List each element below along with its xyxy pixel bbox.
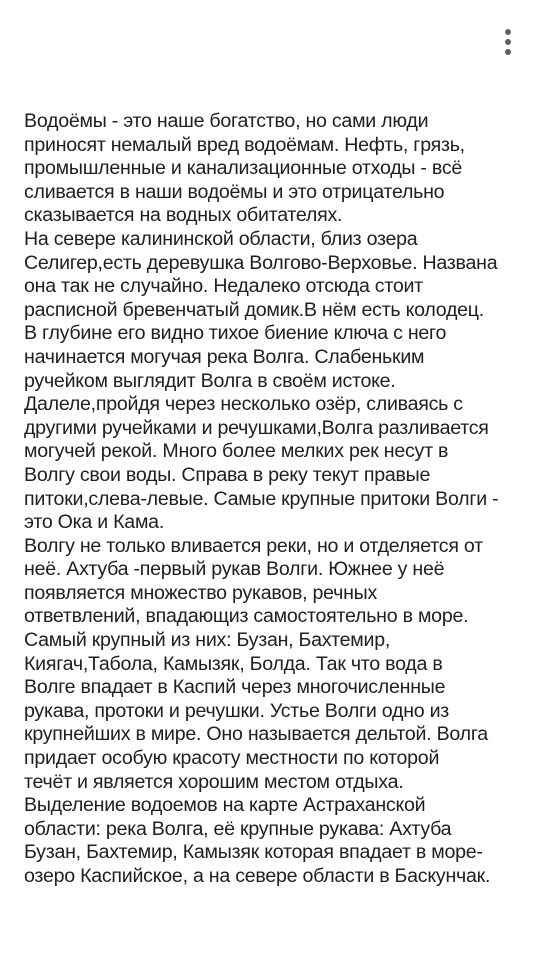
note-line: Водоёмы - это наше богатство, но сами люди — [24, 110, 429, 132]
note-line: появляется множество рукавов, речных — [24, 581, 378, 604]
note-line: это Ока и Кама. — [24, 511, 165, 534]
note-line: неё. Ахтуба -первый рукав Волги. Южнее у неё — [24, 558, 445, 581]
more-options-button[interactable] — [498, 26, 518, 58]
note-line: ручейком выглядит Волга в своём истоке. — [24, 369, 396, 392]
note-line: начинается могучая река Волга. Слабеньким — [24, 345, 425, 368]
note-line: питоки,слева-левые. Самые крупные притоки Волги - — [24, 487, 499, 510]
note-line: она так не случайно. Недалеко отсюда стоит — [24, 275, 423, 298]
note-text[interactable] — [24, 110, 520, 889]
note-line: рукава, протоки и речушки. Устье Волги одно из — [24, 699, 450, 722]
note-line: Выделение водоемов на карте Астраханской — [24, 794, 426, 817]
note-line: сливается в наши водоёмы и это отрицательно — [24, 180, 445, 203]
note-line: могучей рекой. Много более мелких рек несут в — [24, 440, 449, 463]
note-line: придает особую красоту местности по которой — [24, 747, 440, 770]
more-vertical-icon — [505, 29, 511, 35]
note-line: Волгу свои воды. Справа в реку текут правые — [24, 463, 431, 486]
more-vertical-icon — [505, 39, 511, 45]
note-line: приносят немалый вред водоёмам. Нефть, грязь, — [24, 133, 465, 156]
note-line: Волге впадает в Каспий через многочисленные — [24, 676, 446, 699]
note-line: расписной бревенчатый домик.В нём есть колодец. — [24, 298, 484, 321]
more-vertical-icon — [505, 49, 511, 55]
note-line: промышленные и канализационные отходы - всё — [24, 157, 463, 180]
note-line: Селигер,есть деревушка Волгово-Верховье. Названа — [24, 251, 498, 274]
note-line: Самый крупный из них: Бузан, Бахтемир, — [24, 629, 391, 652]
note-line: На севере калининской области, близ озера — [24, 227, 418, 250]
note-line: области: река Волга, её крупные рукава: Ахтуба — [24, 817, 452, 840]
note-line: Киягач,Табола, Камызяк, Болда. Так что вода в — [24, 652, 443, 675]
note-line: Далеле,пройдя через несколько озёр, сливаясь с — [24, 393, 463, 416]
note-line: В глубине его видно тихое биение ключа с него — [24, 322, 447, 345]
note-line: сказывается на водных обитателях. — [24, 204, 343, 227]
note-line: Бузан, Бахтемир, Камызяк которая впадает в море- — [24, 841, 483, 864]
note-line: крупнейших в мире. Оно называется дельтой. Волга — [24, 723, 488, 746]
note-line: другими ручейками и речушками,Волга разливается — [24, 416, 489, 439]
note-line: Волгу не только вливается реки, но и отделяется от — [24, 534, 483, 557]
note-line: ответвлений, впадающиз самостоятельно в море. — [24, 605, 469, 628]
note-line: озеро Каспийское, а на севере области в Баскунчак. — [24, 865, 491, 887]
note-line: течёт и является хорошим местом отдыха. — [24, 770, 404, 793]
